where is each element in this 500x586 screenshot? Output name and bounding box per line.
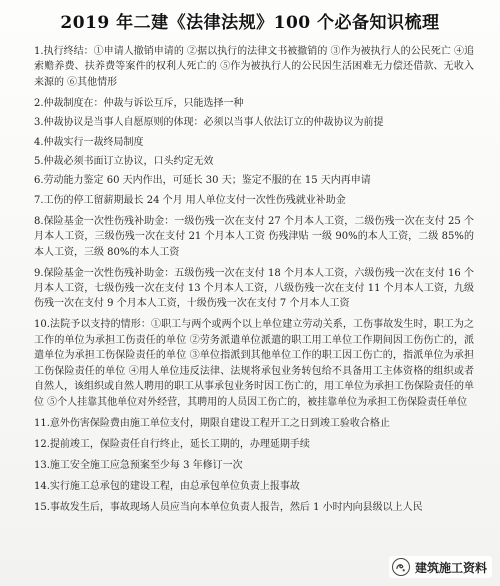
document-title: 2019 年二建《法律法规》100 个必备知识梳理: [60, 13, 440, 33]
list-item: 1.执行终结：①申请人撤销申请的 ②据以执行的法律文书被撤销的 ③作为被执行人的公民死亡 ④追索赡养费、扶养费等案件的权利人死亡的 ⑤作为被执行人的公民因生活困难无力偿还借款、无收入来源的 ⑥其他情形: [34, 46, 474, 88]
list-item: 3.仲裁协议是当事人自愿原则的体现：必须以当事人依法订立的仲裁协议为前提: [34, 117, 384, 129]
list-item: 14.实行施工总承包的建设工程，由总承包单位负责上报事故: [34, 480, 300, 492]
watermark: [389, 556, 492, 578]
list-item: 11.意外伤害保险费由施工单位支付，期限自建设工程开工之日到竣工验收合格止: [34, 417, 390, 429]
list-item: 13.施工安全施工应急预案至少每 3 年修订一次: [34, 459, 243, 471]
list-item: 15.事故发生后，事故现场人员应当向本单位负责人报告，然后 1 小时内向县级以上人民: [34, 501, 423, 513]
list-item: 6.劳动能力鉴定 60 天内作出，可延长 30 天；鉴定不服的在 15 天内再申请: [34, 175, 371, 187]
list-item: 7.工伤的停工留薪期最长 24 个月 用人单位支付一次性伤残就业补助金: [34, 194, 346, 206]
document-body: [34, 44, 474, 521]
list-item: 9.保险基金一次性伤残补助金：五级伤残一次在支付 18 个月本人工资，六级伤残一次在支付 16 个月本人工资，七级伤残一次在支付 13 个月本人工资，八级伤残一次在支付 11 个月本人工资，九级伤残一次在支付 9 个月本人工资，十级伤残一次在支付 7 个月本人工资: [34, 267, 474, 310]
watermark-text: 建筑施工资料: [414, 560, 487, 575]
list-item: 8.保险基金一次性伤残补助金：一级伤残一次在支付 27 个月本人工资，二级伤残一次在支付 25 个月本人工资，三级伤残一次在支付 21 个月本人工资 伤残津贴 一级 90%的本人工资，二级 85%的本人工资，三级 80%的本人工资: [34, 215, 474, 258]
list-item: 12.提前竣工，保险责任自行终止，延长工期的，办理延期手续: [34, 438, 310, 450]
list-item: 4.仲裁实行一裁终局制度: [34, 136, 144, 148]
list-item: 5.仲裁必须书面订立协议，口头约定无效: [34, 156, 214, 168]
list-item: 10.法院予以支持的情形：①职工与两个或两个以上单位建立劳动关系，工伤事故发生时，职工为之工作的单位为承担工伤责任的单位 ②劳务派遣单位派遣的职工用工单位工作期间因工伤伤亡的，派遣单位为承担工伤保险责任的单位 ③单位指派到其他单位工作的职工因工伤亡的，指派单位为承担工伤保险责任的单位 ④用人单位违反法律、法规将承包业务转包给不具备用工主体资格的组织或者自然人，该组织或自然人聘用的职工从事承包业务时因工伤亡的，用工单位为承担工伤保险责任的单位 ⑤个人挂靠其他单位对外经营，其聘用的人员因工伤亡的，被挂靠单位为承担工伤保险责任单位: [34, 319, 474, 408]
wechat-channel-icon: [392, 558, 410, 576]
list-item: 2.仲裁制度在：仲裁与诉讼互斥，只能选择一种: [34, 97, 244, 109]
